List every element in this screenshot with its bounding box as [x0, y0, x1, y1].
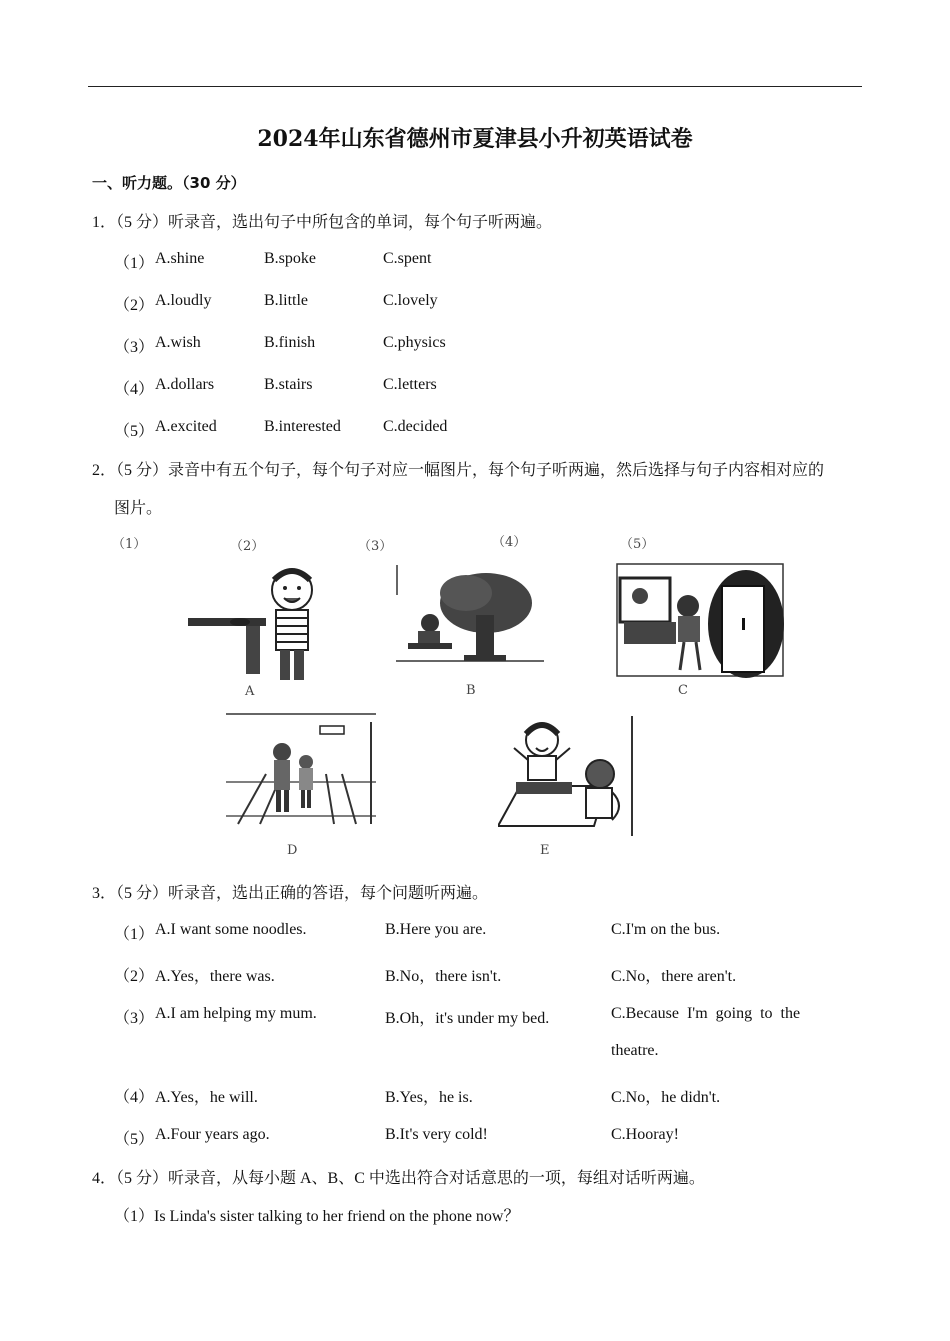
q1-option-c: C.letters	[383, 376, 437, 393]
q3-option-b: B.No，there isn't.	[385, 968, 502, 985]
q1-option-a: A.shine	[155, 250, 205, 267]
question-2-stem-line-1: 2．（5 分）录音中有五个句子，每个句子对应一幅图片，每个句子听两遍，然后选择与句子内容相对应的	[92, 462, 825, 479]
q1-option-c: C.physics	[383, 334, 446, 351]
q1-option-a: A.wish	[155, 334, 201, 351]
question-2-stem-line-2: 图片。	[114, 500, 163, 517]
slot-label-5: （5）	[620, 537, 655, 552]
q1-option-b: B.spoke	[264, 250, 316, 267]
q1-option-a: A.excited	[155, 418, 217, 435]
q1-item-number: （3）	[114, 339, 155, 356]
q1-option-b: B.interested	[264, 418, 341, 435]
question-4-subquestion-1: （1）Is Linda's sister talking to her friend on the phone now？	[114, 1208, 520, 1225]
slot-label-2: （2）	[230, 539, 265, 554]
q3-option-b: B.It's very cold!	[385, 1126, 488, 1143]
q3-option-c: C.Hooray!	[611, 1126, 679, 1143]
q1-item-number: （2）	[114, 297, 155, 314]
question-3-stem: 3．（5 分）听录音，选出正确的答语，每个问题听两遍。	[92, 885, 489, 902]
q3-item-number: （3）	[114, 1010, 155, 1027]
slot-label-3: （3）	[358, 539, 393, 554]
q1-option-c: C.lovely	[383, 292, 438, 309]
slot-label-4: （4）	[492, 535, 527, 550]
q3-option-c-continued: theatre.	[611, 1042, 659, 1059]
q1-option-b: B.little	[264, 292, 308, 309]
picture-a-label: A	[245, 684, 255, 699]
q1-option-b: B.finish	[264, 334, 316, 351]
q3-option-c: C.No，there aren't.	[611, 968, 737, 985]
q3-item-number: （5）	[114, 1131, 155, 1148]
q3-option-a: A.Yes，he will.	[155, 1089, 258, 1106]
q3-option-c: C.I'm on the bus.	[611, 921, 721, 938]
q3-option-a: A.I want some noodles.	[155, 921, 307, 938]
q3-option-a: A.Yes，there was.	[155, 968, 275, 985]
picture-d-crosswalk	[226, 712, 376, 842]
q3-option-a: A.I am helping my mum.	[155, 1005, 317, 1022]
q3-option-a: A.Four years ago.	[155, 1126, 270, 1143]
q3-option-b: B.Oh，it's under my bed.	[385, 1010, 550, 1027]
q3-option-c: C.Because I'm going to the	[611, 1005, 801, 1022]
page-title: 2024年山东省德州市夏津县小升初英语试卷	[257, 126, 693, 152]
q3-item-number: （2）	[114, 968, 155, 985]
q3-option-b: B.Yes，he is.	[385, 1089, 473, 1106]
picture-e-label: E	[540, 843, 550, 858]
question-4-stem: 4．（5 分）听录音，从每小题 A、B、C 中选出符合对话意思的一项，每组对话听两遍。	[92, 1170, 705, 1187]
q3-option-b: B.Here you are.	[385, 921, 487, 938]
q1-option-a: A.dollars	[155, 376, 215, 393]
q1-item-number: （4）	[114, 381, 155, 398]
slot-label-1: （1）	[112, 537, 147, 552]
picture-c-tv-and-fridge	[616, 560, 786, 680]
q1-option-a: A.loudly	[155, 292, 212, 309]
q1-option-c: C.spent	[383, 250, 432, 267]
section-heading-listening: 一、听力题。（30 分）	[92, 174, 246, 192]
header-rule	[88, 86, 862, 87]
q1-option-b: B.stairs	[264, 376, 313, 393]
picture-c-label: C	[678, 683, 688, 698]
question-1-stem: 1．（5 分）听录音，选出句子中所包含的单词，每个句子听两遍。	[92, 214, 553, 231]
picture-a-boy-at-table	[188, 560, 318, 690]
q3-item-number: （1）	[114, 926, 155, 943]
picture-b-tree-scene	[396, 565, 546, 677]
q1-item-number: （1）	[114, 255, 155, 272]
picture-d-label: D	[287, 843, 298, 858]
q3-item-number: （4）	[114, 1089, 155, 1106]
q1-option-c: C.decided	[383, 418, 448, 435]
q3-option-c: C.No，he didn't.	[611, 1089, 721, 1106]
picture-e-children-at-table	[498, 716, 638, 840]
picture-b-label: B	[466, 683, 476, 698]
q1-item-number: （5）	[114, 423, 155, 440]
